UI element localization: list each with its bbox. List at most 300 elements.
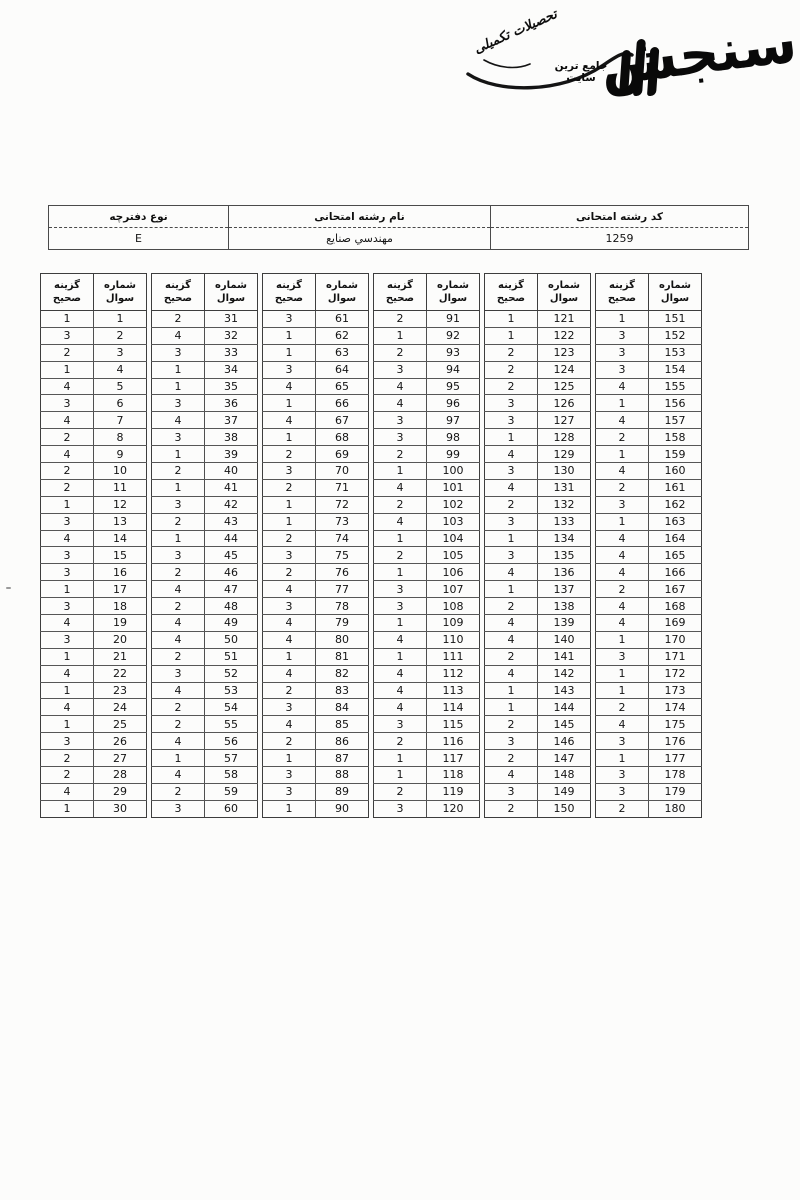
answer-row xyxy=(263,327,369,344)
question-number-cell: 59 xyxy=(205,783,258,800)
answer-row xyxy=(596,733,702,750)
answer-row xyxy=(596,800,702,817)
question-number-cell: 125 xyxy=(538,378,591,395)
correct-option-cell: 1 xyxy=(41,361,94,378)
answer-row xyxy=(152,530,258,547)
question-col-header: شماره سوال xyxy=(538,274,591,311)
correct-option-cell: 4 xyxy=(152,327,205,344)
question-number-cell: 162 xyxy=(649,496,702,513)
question-number-cell: 113 xyxy=(427,682,480,699)
correct-option-cell: 2 xyxy=(152,513,205,530)
answer-row xyxy=(41,682,147,699)
question-number-cell: 41 xyxy=(205,479,258,496)
correct-option-cell: 3 xyxy=(263,463,316,480)
question-number-cell: 49 xyxy=(205,615,258,632)
info-value-row xyxy=(49,228,749,250)
answer-row xyxy=(485,615,591,632)
answer-row xyxy=(485,479,591,496)
answer-row xyxy=(263,581,369,598)
answer-row xyxy=(152,429,258,446)
answer-col-header: گزینه صحیح xyxy=(41,274,94,311)
question-number-cell: 20 xyxy=(94,631,147,648)
answer-row xyxy=(485,598,591,615)
correct-option-cell: 1 xyxy=(152,530,205,547)
correct-option-cell: 1 xyxy=(485,699,538,716)
exam-info-table xyxy=(48,205,749,250)
question-number-cell: 97 xyxy=(427,412,480,429)
question-number-cell: 53 xyxy=(205,682,258,699)
question-number-cell: 22 xyxy=(94,665,147,682)
question-number-cell: 45 xyxy=(205,547,258,564)
correct-option-cell: 2 xyxy=(596,479,649,496)
question-number-cell: 5 xyxy=(94,378,147,395)
correct-option-cell: 3 xyxy=(263,699,316,716)
question-number-cell: 140 xyxy=(538,631,591,648)
correct-option-cell: 3 xyxy=(41,598,94,615)
answer-row xyxy=(374,530,480,547)
question-number-cell: 33 xyxy=(205,344,258,361)
question-number-cell: 124 xyxy=(538,361,591,378)
answer-row xyxy=(152,564,258,581)
answer-column-table-6 xyxy=(595,273,702,818)
answer-row xyxy=(485,682,591,699)
question-number-cell: 8 xyxy=(94,429,147,446)
answer-row xyxy=(263,598,369,615)
answer-column-table-3 xyxy=(262,273,369,818)
answer-row xyxy=(485,530,591,547)
answer-row xyxy=(596,429,702,446)
correct-option-cell: 1 xyxy=(374,327,427,344)
answer-row xyxy=(41,378,147,395)
question-number-cell: 70 xyxy=(316,463,369,480)
answer-row xyxy=(374,699,480,716)
question-number-cell: 88 xyxy=(316,767,369,784)
correct-option-cell: 2 xyxy=(485,361,538,378)
question-number-cell: 178 xyxy=(649,767,702,784)
correct-option-cell: 2 xyxy=(152,598,205,615)
answer-row xyxy=(152,412,258,429)
answer-row xyxy=(596,615,702,632)
answer-row xyxy=(596,378,702,395)
question-number-cell: 67 xyxy=(316,412,369,429)
correct-option-cell: 1 xyxy=(374,750,427,767)
answer-col-header: گزینه صحیح xyxy=(485,274,538,311)
correct-option-cell: 3 xyxy=(596,496,649,513)
question-number-cell: 54 xyxy=(205,699,258,716)
question-number-cell: 83 xyxy=(316,682,369,699)
correct-option-cell: 1 xyxy=(263,429,316,446)
answer-row xyxy=(263,750,369,767)
question-number-cell: 173 xyxy=(649,682,702,699)
correct-option-cell: 1 xyxy=(596,631,649,648)
question-number-cell: 136 xyxy=(538,564,591,581)
answer-row xyxy=(263,361,369,378)
answer-row xyxy=(152,631,258,648)
correct-option-cell: 3 xyxy=(596,344,649,361)
question-number-cell: 42 xyxy=(205,496,258,513)
answer-row xyxy=(41,395,147,412)
question-number-cell: 77 xyxy=(316,581,369,598)
correct-option-cell: 4 xyxy=(596,378,649,395)
correct-option-cell: 2 xyxy=(41,750,94,767)
question-number-cell: 180 xyxy=(649,800,702,817)
correct-option-cell: 2 xyxy=(263,733,316,750)
correct-option-cell: 2 xyxy=(263,564,316,581)
answer-row xyxy=(374,767,480,784)
answer-row xyxy=(41,463,147,480)
question-number-cell: 146 xyxy=(538,733,591,750)
correct-option-cell: 2 xyxy=(41,767,94,784)
correct-option-cell: 3 xyxy=(596,767,649,784)
question-number-cell: 73 xyxy=(316,513,369,530)
question-number-cell: 6 xyxy=(94,395,147,412)
answer-row xyxy=(41,750,147,767)
question-number-cell: 79 xyxy=(316,615,369,632)
correct-option-cell: 4 xyxy=(374,513,427,530)
answer-row xyxy=(485,412,591,429)
answer-row xyxy=(596,311,702,328)
answer-row xyxy=(374,496,480,513)
correct-option-cell: 2 xyxy=(374,344,427,361)
answer-row xyxy=(41,429,147,446)
question-number-cell: 141 xyxy=(538,648,591,665)
correct-option-cell: 1 xyxy=(596,750,649,767)
correct-option-cell: 1 xyxy=(263,800,316,817)
question-number-cell: 169 xyxy=(649,615,702,632)
correct-option-cell: 4 xyxy=(41,615,94,632)
correct-option-cell: 2 xyxy=(152,648,205,665)
answer-row xyxy=(374,479,480,496)
question-number-cell: 108 xyxy=(427,598,480,615)
correct-option-cell: 4 xyxy=(263,378,316,395)
question-number-cell: 16 xyxy=(94,564,147,581)
correct-option-cell: 2 xyxy=(374,496,427,513)
answer-row xyxy=(152,665,258,682)
correct-option-cell: 2 xyxy=(485,750,538,767)
answer-row xyxy=(41,598,147,615)
correct-option-cell: 1 xyxy=(374,615,427,632)
correct-option-cell: 3 xyxy=(41,733,94,750)
question-number-cell: 164 xyxy=(649,530,702,547)
question-number-cell: 139 xyxy=(538,615,591,632)
question-number-cell: 168 xyxy=(649,598,702,615)
question-number-cell: 171 xyxy=(649,648,702,665)
answer-row xyxy=(596,648,702,665)
answer-row xyxy=(374,800,480,817)
question-number-cell: 46 xyxy=(205,564,258,581)
question-number-cell: 95 xyxy=(427,378,480,395)
question-number-cell: 24 xyxy=(94,699,147,716)
answer-row xyxy=(263,496,369,513)
answer-row xyxy=(263,547,369,564)
answer-row xyxy=(485,496,591,513)
question-number-cell: 61 xyxy=(316,311,369,328)
question-number-cell: 93 xyxy=(427,344,480,361)
correct-option-cell: 4 xyxy=(374,479,427,496)
correct-option-cell: 2 xyxy=(485,800,538,817)
question-col-header: شماره سوال xyxy=(649,274,702,311)
correct-option-cell: 2 xyxy=(596,581,649,598)
answer-row xyxy=(152,395,258,412)
question-number-cell: 27 xyxy=(94,750,147,767)
answer-row xyxy=(374,361,480,378)
column-header-row xyxy=(596,274,702,311)
question-number-cell: 10 xyxy=(94,463,147,480)
answer-row xyxy=(263,631,369,648)
answer-row xyxy=(263,648,369,665)
answer-row xyxy=(152,682,258,699)
correct-option-cell: 2 xyxy=(374,446,427,463)
question-number-cell: 18 xyxy=(94,598,147,615)
correct-option-cell: 1 xyxy=(374,648,427,665)
correct-option-cell: 3 xyxy=(374,716,427,733)
answer-row xyxy=(485,395,591,412)
answer-key-tables xyxy=(40,273,706,818)
question-number-cell: 152 xyxy=(649,327,702,344)
answer-row xyxy=(374,311,480,328)
question-number-cell: 127 xyxy=(538,412,591,429)
correct-option-cell: 4 xyxy=(596,412,649,429)
answer-row xyxy=(263,311,369,328)
question-number-cell: 76 xyxy=(316,564,369,581)
question-number-cell: 167 xyxy=(649,581,702,598)
answer-row xyxy=(374,429,480,446)
answer-row xyxy=(263,682,369,699)
answer-row xyxy=(374,513,480,530)
answer-col-header: گزینه صحیح xyxy=(263,274,316,311)
question-number-cell: 163 xyxy=(649,513,702,530)
correct-option-cell: 3 xyxy=(41,564,94,581)
answer-row xyxy=(41,344,147,361)
answer-row xyxy=(596,463,702,480)
correct-option-cell: 4 xyxy=(41,699,94,716)
answer-row xyxy=(263,783,369,800)
answer-row xyxy=(41,665,147,682)
correct-option-cell: 2 xyxy=(263,446,316,463)
question-number-cell: 17 xyxy=(94,581,147,598)
answer-row xyxy=(485,378,591,395)
correct-option-cell: 2 xyxy=(485,598,538,615)
answer-row xyxy=(596,631,702,648)
correct-option-cell: 2 xyxy=(152,463,205,480)
answer-row xyxy=(263,412,369,429)
question-number-cell: 101 xyxy=(427,479,480,496)
question-number-cell: 130 xyxy=(538,463,591,480)
correct-option-cell: 4 xyxy=(41,530,94,547)
question-number-cell: 82 xyxy=(316,665,369,682)
answer-row xyxy=(374,598,480,615)
question-number-cell: 119 xyxy=(427,783,480,800)
correct-option-cell: 2 xyxy=(485,648,538,665)
question-number-cell: 78 xyxy=(316,598,369,615)
correct-option-cell: 1 xyxy=(41,581,94,598)
answer-row xyxy=(596,716,702,733)
correct-option-cell: 1 xyxy=(374,564,427,581)
question-number-cell: 28 xyxy=(94,767,147,784)
correct-option-cell: 1 xyxy=(485,682,538,699)
question-number-cell: 65 xyxy=(316,378,369,395)
correct-option-cell: 4 xyxy=(152,682,205,699)
answer-row xyxy=(263,716,369,733)
answer-row xyxy=(41,547,147,564)
column-header-row xyxy=(263,274,369,311)
question-number-cell: 179 xyxy=(649,783,702,800)
correct-option-cell: 3 xyxy=(596,733,649,750)
correct-option-cell: 2 xyxy=(374,733,427,750)
question-number-cell: 177 xyxy=(649,750,702,767)
correct-option-cell: 3 xyxy=(485,783,538,800)
question-number-cell: 44 xyxy=(205,530,258,547)
question-number-cell: 112 xyxy=(427,665,480,682)
question-number-cell: 117 xyxy=(427,750,480,767)
question-number-cell: 122 xyxy=(538,327,591,344)
correct-option-cell: 3 xyxy=(485,412,538,429)
answer-row xyxy=(485,767,591,784)
answer-row xyxy=(485,750,591,767)
correct-option-cell: 3 xyxy=(41,327,94,344)
correct-option-cell: 1 xyxy=(263,344,316,361)
answer-row xyxy=(41,800,147,817)
question-number-cell: 106 xyxy=(427,564,480,581)
answer-row xyxy=(263,463,369,480)
answer-row xyxy=(596,361,702,378)
correct-option-cell: 1 xyxy=(596,665,649,682)
correct-option-cell: 2 xyxy=(596,800,649,817)
question-number-cell: 84 xyxy=(316,699,369,716)
answer-row xyxy=(152,800,258,817)
correct-option-cell: 3 xyxy=(41,547,94,564)
answer-row xyxy=(596,564,702,581)
question-number-cell: 166 xyxy=(649,564,702,581)
answer-row xyxy=(596,395,702,412)
answer-row xyxy=(596,665,702,682)
answer-row xyxy=(374,395,480,412)
question-number-cell: 158 xyxy=(649,429,702,446)
answer-row xyxy=(152,783,258,800)
correct-option-cell: 2 xyxy=(596,429,649,446)
question-number-cell: 14 xyxy=(94,530,147,547)
question-number-cell: 31 xyxy=(205,311,258,328)
correct-option-cell: 3 xyxy=(152,344,205,361)
answer-row xyxy=(485,446,591,463)
correct-option-cell: 3 xyxy=(374,598,427,615)
question-number-cell: 30 xyxy=(94,800,147,817)
correct-option-cell: 4 xyxy=(41,783,94,800)
scan-artifact-mark xyxy=(6,587,11,589)
answer-row xyxy=(152,479,258,496)
answer-row xyxy=(374,463,480,480)
question-number-cell: 48 xyxy=(205,598,258,615)
answer-row xyxy=(152,767,258,784)
question-number-cell: 104 xyxy=(427,530,480,547)
correct-option-cell: 4 xyxy=(263,716,316,733)
answer-row xyxy=(374,564,480,581)
correct-option-cell: 4 xyxy=(596,615,649,632)
question-number-cell: 120 xyxy=(427,800,480,817)
correct-option-cell: 1 xyxy=(485,429,538,446)
correct-option-cell: 4 xyxy=(263,412,316,429)
answer-row xyxy=(596,530,702,547)
answer-row xyxy=(485,463,591,480)
correct-option-cell: 4 xyxy=(41,665,94,682)
answer-row xyxy=(152,598,258,615)
question-number-cell: 157 xyxy=(649,412,702,429)
answer-row xyxy=(152,378,258,395)
answer-row xyxy=(41,648,147,665)
correct-option-cell: 4 xyxy=(152,615,205,632)
answer-row xyxy=(152,446,258,463)
correct-option-cell: 2 xyxy=(374,783,427,800)
correct-option-cell: 2 xyxy=(41,479,94,496)
question-number-cell: 149 xyxy=(538,783,591,800)
question-number-cell: 142 xyxy=(538,665,591,682)
answer-row xyxy=(485,665,591,682)
correct-option-cell: 4 xyxy=(596,530,649,547)
question-number-cell: 43 xyxy=(205,513,258,530)
answer-row xyxy=(596,496,702,513)
correct-option-cell: 2 xyxy=(485,378,538,395)
question-number-cell: 86 xyxy=(316,733,369,750)
correct-option-cell: 1 xyxy=(263,750,316,767)
question-number-cell: 87 xyxy=(316,750,369,767)
correct-option-cell: 1 xyxy=(596,682,649,699)
question-number-cell: 110 xyxy=(427,631,480,648)
correct-option-cell: 3 xyxy=(263,361,316,378)
question-number-cell: 170 xyxy=(649,631,702,648)
question-number-cell: 154 xyxy=(649,361,702,378)
correct-option-cell: 1 xyxy=(596,395,649,412)
answer-row xyxy=(485,513,591,530)
correct-option-cell: 4 xyxy=(263,581,316,598)
correct-option-cell: 4 xyxy=(485,564,538,581)
question-number-cell: 99 xyxy=(427,446,480,463)
correct-option-cell: 3 xyxy=(596,783,649,800)
correct-option-cell: 2 xyxy=(374,311,427,328)
question-number-cell: 85 xyxy=(316,716,369,733)
question-number-cell: 13 xyxy=(94,513,147,530)
question-number-cell: 57 xyxy=(205,750,258,767)
correct-option-cell: 3 xyxy=(374,361,427,378)
answer-row xyxy=(152,496,258,513)
correct-option-cell: 3 xyxy=(596,648,649,665)
correct-option-cell: 3 xyxy=(596,361,649,378)
correct-option-cell: 4 xyxy=(263,631,316,648)
question-number-cell: 32 xyxy=(205,327,258,344)
question-number-cell: 126 xyxy=(538,395,591,412)
answer-row xyxy=(374,716,480,733)
correct-option-cell: 1 xyxy=(41,311,94,328)
correct-option-cell: 3 xyxy=(485,463,538,480)
answer-row xyxy=(596,344,702,361)
answer-row xyxy=(374,412,480,429)
answer-row xyxy=(263,479,369,496)
question-number-cell: 25 xyxy=(94,716,147,733)
correct-option-cell: 4 xyxy=(485,446,538,463)
correct-option-cell: 1 xyxy=(374,530,427,547)
answer-row xyxy=(263,530,369,547)
correct-option-cell: 3 xyxy=(41,513,94,530)
question-number-cell: 132 xyxy=(538,496,591,513)
correct-option-cell: 3 xyxy=(374,412,427,429)
question-number-cell: 98 xyxy=(427,429,480,446)
question-number-cell: 137 xyxy=(538,581,591,598)
question-number-cell: 138 xyxy=(538,598,591,615)
answer-row xyxy=(485,564,591,581)
answer-row xyxy=(263,800,369,817)
correct-option-cell: 2 xyxy=(485,496,538,513)
answer-row xyxy=(263,513,369,530)
question-number-cell: 148 xyxy=(538,767,591,784)
